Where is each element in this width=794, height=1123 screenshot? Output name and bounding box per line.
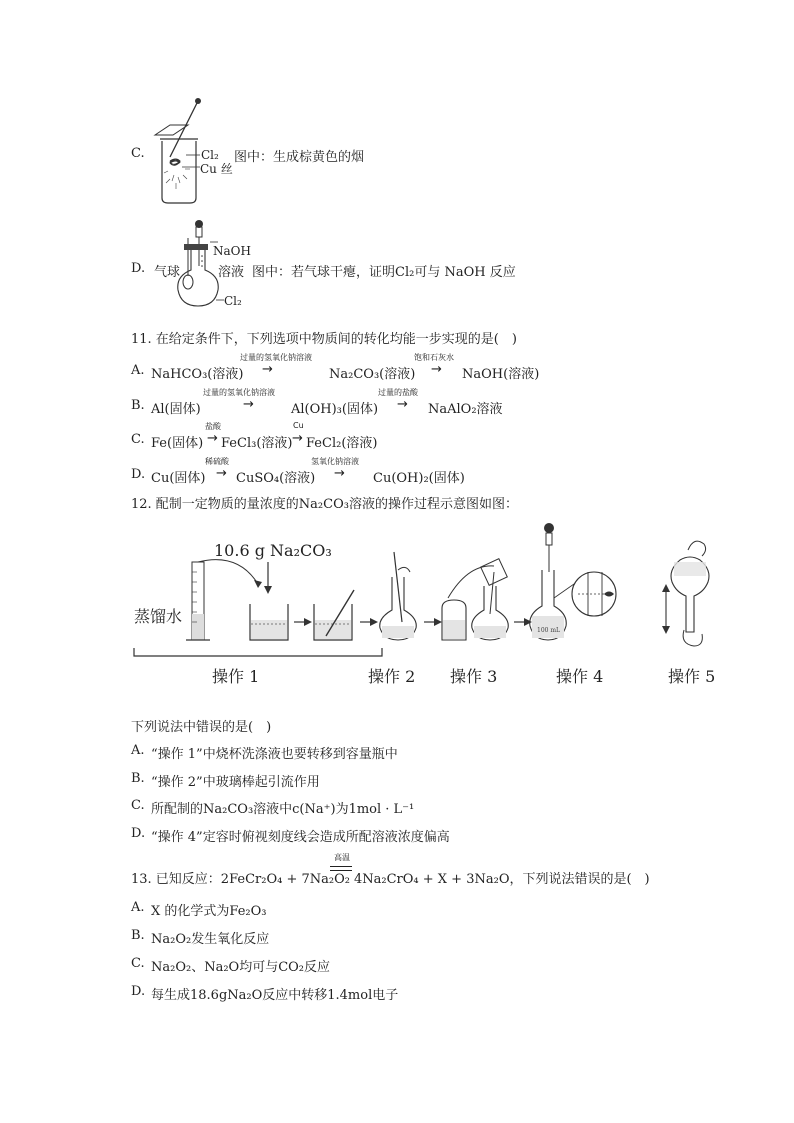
gas-jar [162,141,196,203]
q13-equation-line [330,866,352,867]
label-op1: 操作 1 [212,667,260,686]
q11-b-cond1: 过量的氢氧化钠溶液 [203,388,275,397]
q12-b-letter: B. [131,771,145,786]
arrow-icon: → [397,397,408,412]
q11-a-letter: A. [131,363,145,378]
q13-a-letter: A. [131,900,145,915]
sparks [164,169,190,189]
q12-a-text: “操作 1”中烧杯洗涤液也要转移到容量瓶中 [151,747,398,762]
q13-b-text: Na₂O₂发生氧化反应 [151,932,270,947]
q12-procedure-figure [128,522,723,692]
label-op4: 操作 4 [556,667,604,686]
q11-b-cond2: 过量的盐酸 [378,388,418,397]
q12-a-letter: A. [131,743,145,758]
q11-a-s3: NaOH(溶液) [462,367,540,382]
q11-c-letter: C. [131,432,145,447]
q11-c-cond2: Cu [293,421,304,430]
q13-c-text: Na₂O₂、Na₂O均可与CO₂反应 [151,960,331,975]
q13-a-text: X 的化学式为Fe₂O₃ [151,904,267,919]
q13-stem-prefix: 13. 已知反应：2FeCr₂O₄ + 7Na₂O₂ [131,872,350,887]
label-cu-wire: Cu 丝 [200,162,233,176]
q11-a-s2: Na₂CO₃(溶液) [329,367,416,382]
arrow-icon: → [243,397,254,412]
q11-stem: 11. 在给定条件下，下列选项中物质间的转化均能一步实现的是( ) [131,332,517,347]
q11-d-s1: Cu(固体) [151,471,206,486]
q11-a-s1: NaHCO₃(溶液) [151,367,244,382]
q11-c-s3: FeCl₂(溶液) [306,436,378,451]
label-naoh: NaOH [213,244,251,258]
q11-b-s2: Al(OH)₃(固体) [291,402,379,417]
q13-condition: 高温 [334,853,350,862]
arrow-icon: → [431,362,442,377]
q10-d-description: 图中：若气球干瘪，证明Cl₂可与 NaOH 反应 [252,265,516,280]
q10-c-description: 图中：生成棕黄色的烟 [234,150,365,165]
q12-d-text: “操作 4”定容时俯视刻度线会造成所配溶液浓度偏高 [151,830,450,845]
q11-b-letter: B. [131,398,145,413]
q13-b-letter: B. [131,928,145,943]
q11-c-s2: FeCl₃(溶液) [221,436,293,451]
arrow-icon: → [207,431,218,446]
stirring-rod [170,103,197,157]
q11-b-s1: Al(固体) [151,402,201,417]
label-cl2: Cl₂ [201,148,219,162]
q10-d-balloon-label: 气球 [154,265,181,280]
q11-d-letter: D. [131,467,146,482]
arrow-icon: → [262,362,273,377]
q11-d-s2: CuSO₄(溶液) [236,471,316,486]
label-op2: 操作 2 [368,667,416,686]
q12-b-text: “操作 2”中玻璃棒起引流作用 [151,775,320,790]
q11-a-cond1: 过量的氢氧化钠溶液 [240,353,312,362]
q11-d-cond1: 稀硫酸 [205,457,229,466]
arrow-icon: → [292,431,303,446]
q12-c-text: 所配制的Na₂CO₃溶液中c(Na⁺)为1mol · L⁻¹ [151,802,415,817]
q12-d-letter: D. [131,826,146,841]
label-mass-na2co3: 10.6 g Na₂CO₃ [214,541,332,560]
q10-d-solution-label: 溶液 [218,265,245,280]
q13-stem-suffix: 4Na₂CrO₄ + X + 3Na₂O，下列说法错误的是( ) [354,872,650,887]
q10-c-figure [150,95,245,210]
q11-c-cond1: 盐酸 [205,422,221,431]
q10-d-letter: D. [131,261,146,276]
arrow-icon: → [334,466,345,481]
q11-c-s1: Fe(固体) [151,436,204,451]
q13-equation-line [330,870,352,871]
label-cl2: Cl₂ [224,294,242,308]
q11-a-cond2: 饱和石灰水 [414,353,454,362]
q11-d-cond2: 氢氧化钠溶液 [311,457,359,466]
label-distilled-water: 蒸馏水 [134,607,183,626]
q12-stem: 12. 配制一定物质的量浓度的Na₂CO₃溶液的操作过程示意图如图： [131,497,518,512]
q13-d-text: 每生成18.6gNa₂O反应中转移1.4mol电子 [151,988,399,1003]
q12-sub-stem: 下列说法中错误的是( ) [131,720,272,735]
q13-d-letter: D. [131,984,146,999]
hand-icon [688,541,706,556]
balloon [183,275,193,289]
q11-d-s3: Cu(OH)₂(固体) [373,471,465,486]
arrow-icon: → [216,466,227,481]
label-op3: 操作 3 [450,667,498,686]
copper-wire-coil [170,159,180,165]
q13-c-letter: C. [131,956,145,971]
label-op5: 操作 5 [668,667,716,686]
eye-icon [604,592,614,597]
q11-b-s3: NaAlO₂溶液 [428,402,503,417]
label-flask-volume: 100 mL [537,627,561,634]
q10-c-letter: C. [131,146,145,161]
q12-c-letter: C. [131,798,145,813]
